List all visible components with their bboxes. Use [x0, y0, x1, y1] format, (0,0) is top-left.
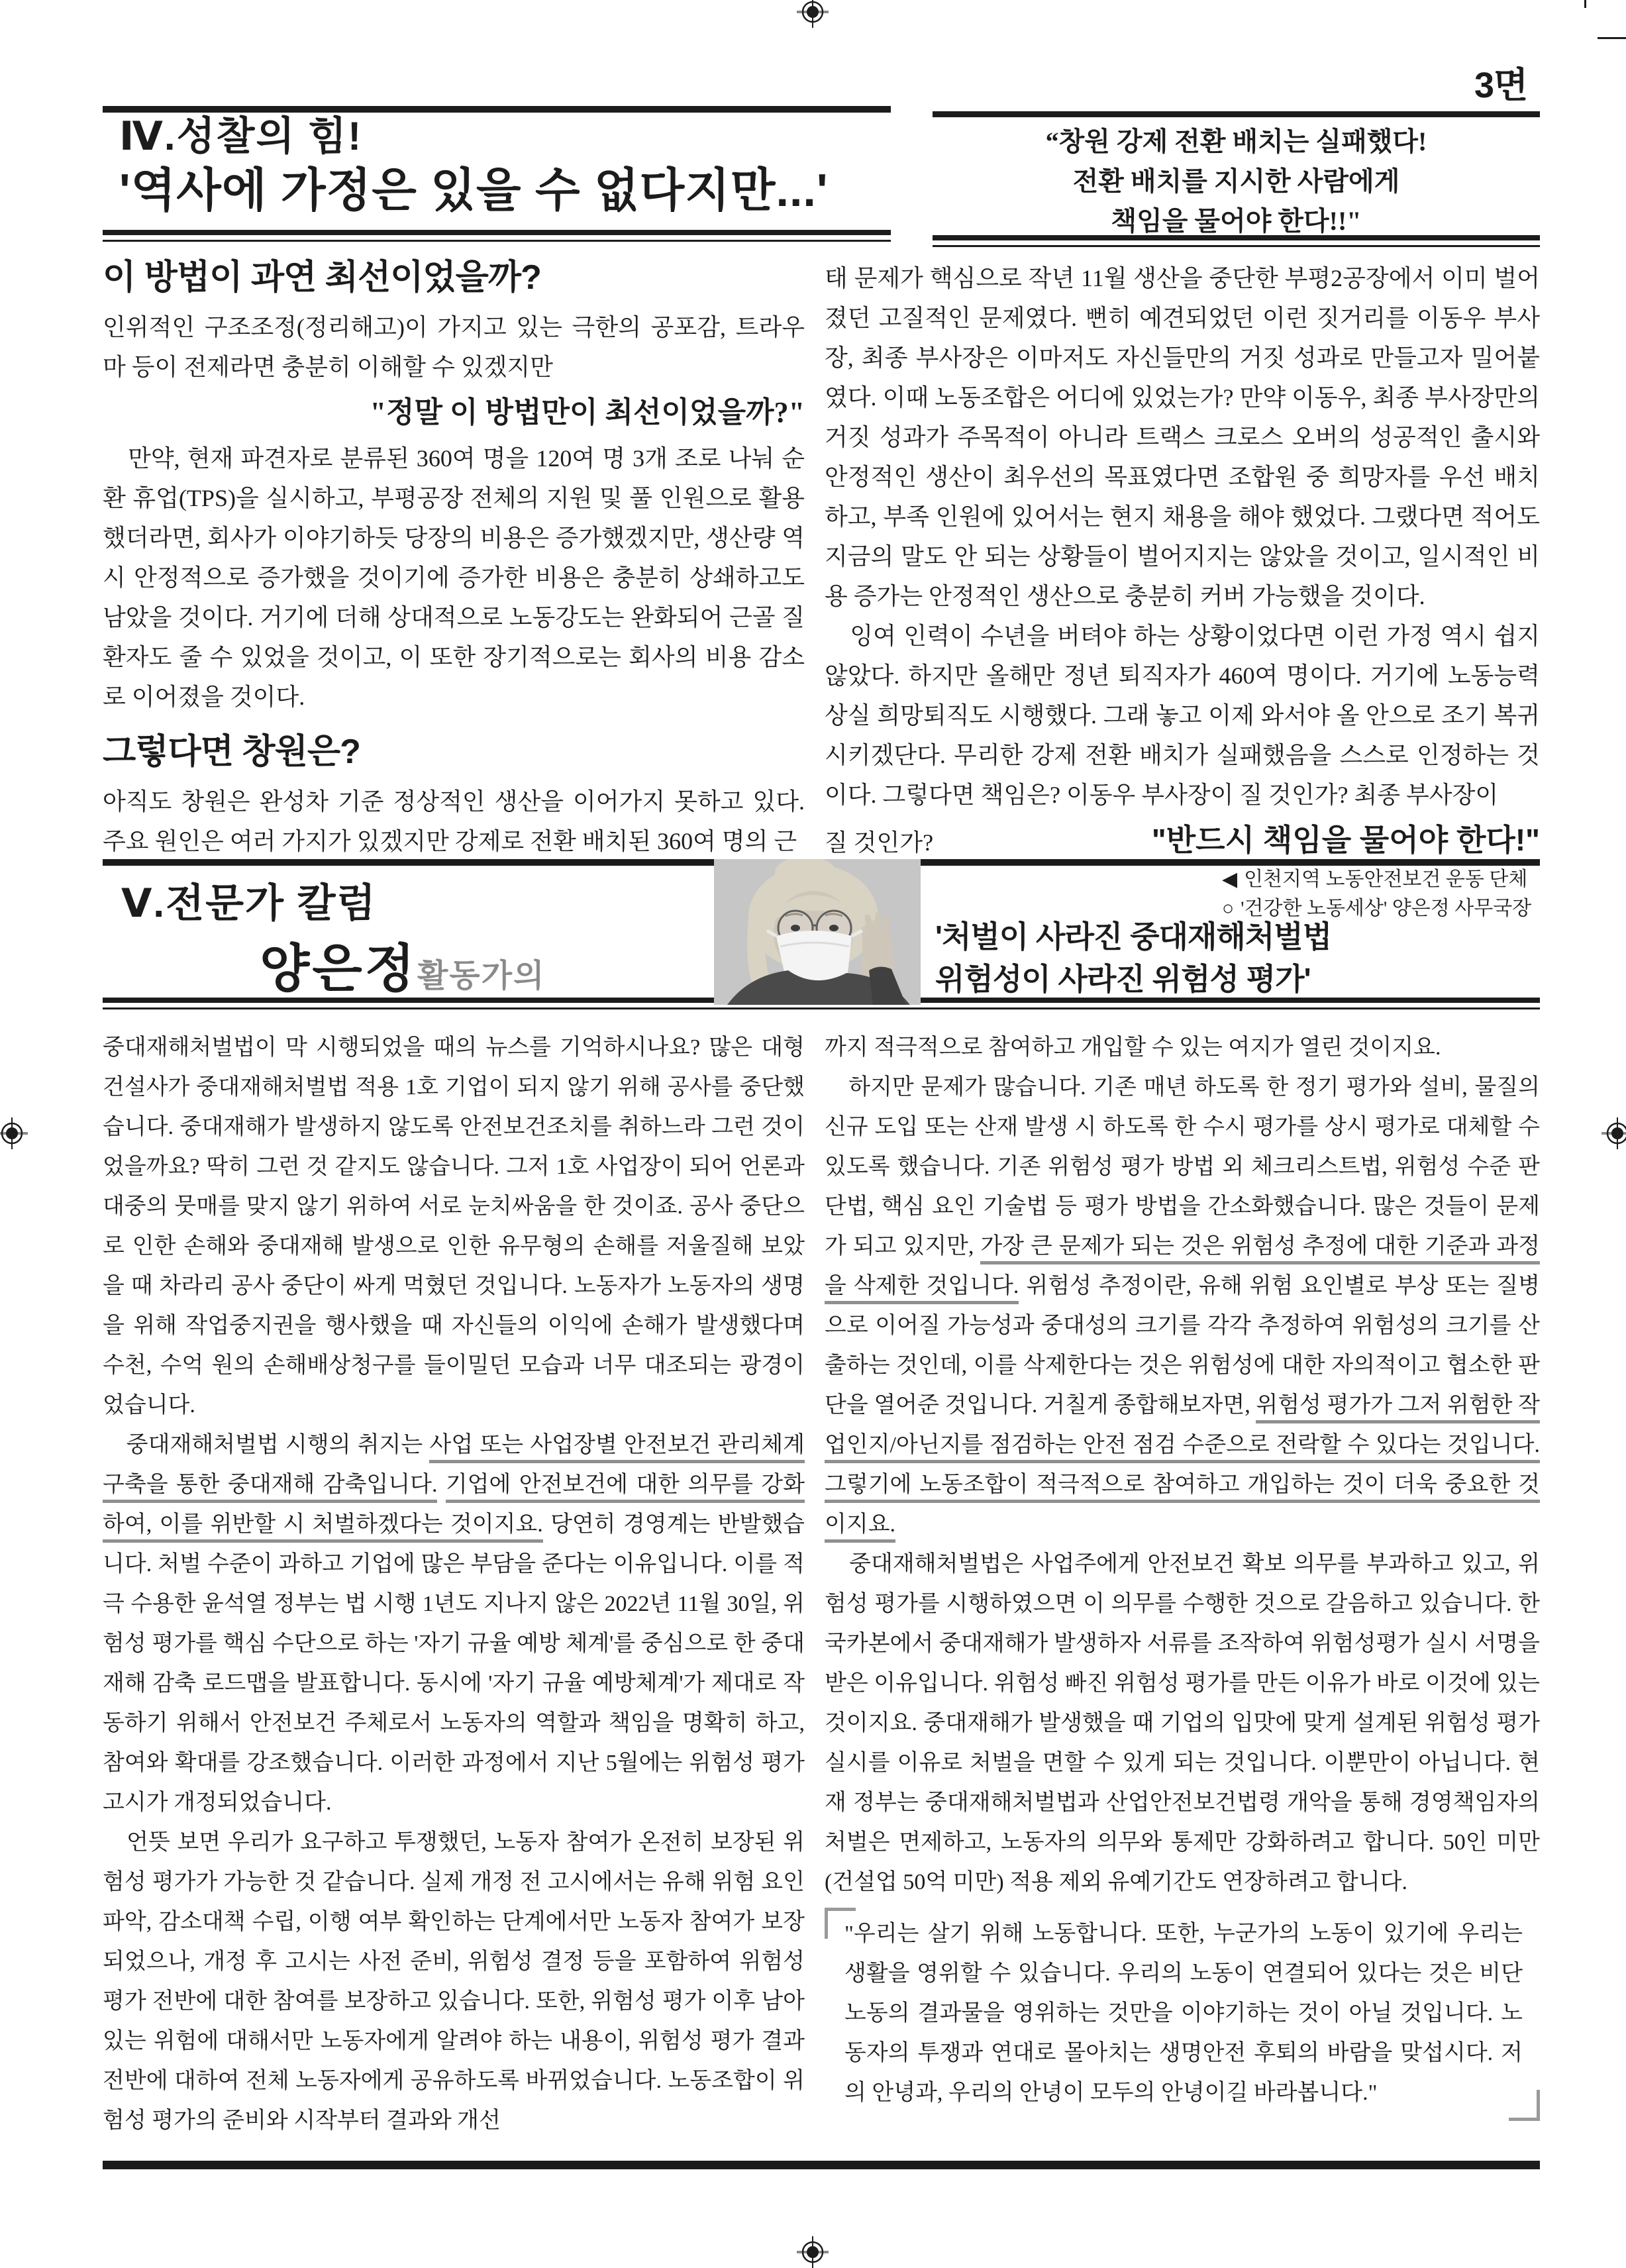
band4-bottom-rule-left-thick: [103, 230, 891, 235]
band4-top-rule-right: [933, 111, 1540, 117]
underlined-emphasis: 위험성 평가가 그저 위험한 작업인지/아닌지를 점검하는 안전 점검 수준으로 전락할 수 있다는 것입니다.: [825, 1393, 1540, 1463]
band5-bottom-rule-thin: [103, 1007, 1540, 1009]
columnist-photo: [714, 859, 921, 1005]
columnist-name: 양은정: [260, 939, 418, 998]
article4-subhead-2: 그렇다면 창원은?: [103, 732, 360, 771]
underlined-emphasis: 가장 큰 문제가 되는 것은 위험성 추정에 대한 기준과 과정을 삭제한 것입니다.: [825, 1234, 1540, 1304]
underlined-emphasis: 기업에 안전보건에 대한 의무를 강화하여, 이를 위반할 시 처벌하겠다는 것이지요.: [103, 1472, 805, 1543]
article5-paragraph: 중대재해처벌법이 막 시행되었을 때의 뉴스를 기억하시나요? 많은 대형 건설사가 중대재해처벌법 적용 1호 기업이 되지 않기 위해 공사를 중단했습니다. 중대재해가 발생하지 않도록 안전보건조치를 취하느라 그런 것이었을까요? 딱히 그런 것 같지도 않습니다. 그저 1호 사업장이 되어 언론과 대중의 뭇매를 맞지 않기 위하여 서로 눈치싸움을 한 것이죠. 공사 중단으로 인한 손해와 중대재해 발생으로 인한 유무형의 손해를 저울질해 보았을 때 차라리 공사 중단이 싸게 먹혔던 것입니다. 노동자가 노동자의 생명을 위해 작업중지권을 행사했을 때 자신들의 이익에 손해가 발생했다며 수천, 수억 원의 손해배상청구를 들이밀던 모습과 너무 대조되는 광경이었습니다.: [103, 1035, 805, 1418]
article5-left-column: [103, 1028, 805, 2141]
article4-right-column: [825, 258, 1540, 862]
section5-headline-line: 위험성이 사라진 위험성 평가': [935, 962, 1311, 996]
section5-headline-line: '처벌이 사라진 중대재해처벌법: [935, 919, 1332, 954]
credit-line: [1222, 865, 1531, 894]
article4-pull-quote: "정말 이 방법만이 최선이었을까?": [370, 395, 805, 429]
band4-top-rule-left: [103, 106, 891, 113]
article5-final-quote: [825, 1908, 1540, 2121]
article4-paragraph: 만약, 현재 파견자로 분류된 360여 명을 120여 명 3개 조로 나눠 순환 휴업(TPS)을 실시하고, 부평공장 전체의 지원 및 풀 인원으로 활용했더라면, 회사가 이야기하듯 당장의 비용은 증가했겠지만, 생산량 역시 안정적으로 증가했을 것이기에 증가한 비용은 충분히 상쇄하고도 남았을 것이다. 거기에 더해 상대적으로 노동강도는 완화되어 근골 질환자도 줄 수 있었을 것이고, 이 또한 장기적으로는 회사의 비용 감소로 이어졌을 것이다.: [103, 444, 805, 710]
registration-mark-top: [797, 0, 829, 28]
circle-icon: ○: [1222, 898, 1235, 919]
section4-kicker: Ⅳ.성찰의 힘!: [119, 114, 363, 158]
columnist-role: 활동가의: [417, 958, 546, 994]
article4-closing-row: [825, 816, 1540, 862]
article4-paragraph: 잉여 인력이 수년을 버텨야 하는 상황이었다면 이런 가정 역시 쉽지 않았다. 하지만 올해만 정년 퇴직자가 460여 명이다. 거기에 노동능력 상실 희망퇴직도 시행했다. 그래 놓고 이제 와서야 올 안으로 조기 복귀시키겠단다. 무리한 강제 전환 배치가 실패했음을 스스로 인정하는 것이다. 그렇다면 책임은? 이동우 부사장이 질 것인가? 최종 부사장이: [825, 623, 1540, 808]
side-quote-line: 전환 배치를 지시한 사람에게: [1072, 166, 1400, 196]
side-quote-line: “창원 강제 전환 배치는 실패했다!: [1045, 127, 1427, 156]
article5-paragraph: 하지만 문제가 많습니다. 기존 매년 하도록 한 정기 평가와 설비, 물질의 신규 도입 또는 산재 발생 시 하도록 한 수시 평가를 상시 평가로 대체할 수 있도록 했습니다. 기존 위험성 평가 방법 외 체크리스트법, 위험성 수준 판단법, 핵심 요인 기술법 등 평가 방법을 간소화했습니다. 많은 것들이 문제가 되고 있지만, 가장 큰 문제가 되는 것은 위험성 추정에 대한 기준과 과정을 삭제한 것입니다. 위험성 추정이란, 유해 위험 요인별로 부상 또는 질병으로 이어질 가능성과 중대성의 크기를 각각 추정하여 위험성의 크기를 산출하는 것인데, 이를 삭제한다는 것은 위험성에 대한 자의적이고 협소한 판단을 열어준 것입니다. 거칠게 종합해보자면, 위험성 평가가 그저 위험한 작업인지/아닌지를 점검하는 안전 점검 수준으로 전락할 수 있다는 것입니다. 그렇기에 노동조합이 적극적으로 참여하고 개입하는 것이 더욱 중요한 것이지요.: [825, 1068, 1540, 1545]
article5-right-column: [825, 1028, 1540, 2121]
page-bottom-rule: [103, 2161, 1540, 2169]
crop-mark-horizontal: [1598, 37, 1626, 39]
credit-text: 인천지역 노동안전보건 운동 단체: [1244, 868, 1528, 890]
article4-paragraph: 아직도 창원은 완성차 기준 정상적인 생산을 이어가지 못하고 있다. 주요 원인은 여러 가지가 있겠지만 강제로 전환 배치된 360여 명의 근: [103, 788, 805, 854]
underlined-emphasis: 사업 또는 사업장별 안전보건 관리체계 구축을 통한 중대재해 감축입니다.: [103, 1433, 805, 1503]
article4-closing-tail: 질 것인가?: [825, 829, 934, 856]
article4-closing-quote: "반드시 책임을 물어야 한다!": [1151, 823, 1540, 857]
section5-credits: [1222, 865, 1531, 923]
crop-mark-vertical: [1584, 0, 1586, 8]
article4-left-column: [103, 258, 805, 861]
section5-kicker: Ⅴ.전문가 칼럼: [121, 881, 377, 925]
corner-bracket-top-left: [825, 1908, 856, 1939]
underlined-emphasis: 그렇기에 노동조합이 적극적으로 참여하고 개입하는 것이 더욱 중요한 것이지요.: [825, 1472, 1540, 1543]
band4-bottom-rule-right-thin: [933, 245, 1540, 247]
credit-text: '건강한 노동세상' 양은정 사무국장: [1241, 898, 1532, 919]
side-quote-line: 책임을 물어야 한다!!": [1111, 206, 1362, 236]
article5-paragraph: 언뜻 보면 우리가 요구하고 투쟁했던, 노동자 참여가 온전히 보장된 위험성 평가가 가능한 것 같습니다. 실제 개정 전 고시에서는 유해 위험 요인 파악, 감소대책 수립, 이행 여부 확인하는 단계에서만 노동자 참여가 보장되었으나, 개정 후 고시는 사전 준비, 위험성 결정 등을 포함하여 위험성 평가 전반에 대한 참여를 보장하고 있습니다. 또한, 위험성 평가 이후 남아있는 위험에 대해서만 노동자에게 알려야 하는 내용이, 위험성 평가 결과 전반에 대하여 전체 노동자에게 공유하도록 바뀌었습니다. 노동조합이 위험성 평가의 준비와 시작부터 결과와 개선: [103, 1830, 805, 2133]
section4-headline: [119, 114, 888, 216]
article4-subhead-1: 이 방법이 과연 최선이었을까?: [103, 258, 541, 297]
article4-paragraph: 인위적인 구조조정(정리해고)이 가지고 있는 극한의 공포감, 트라우마 등이 전제라면 충분히 이해할 수 있겠지만: [103, 313, 805, 380]
article5-paragraph: 중대재해처벌법 시행의 취지는 사업 또는 사업장별 안전보건 관리체계 구축을 통한 중대재해 감축입니다. 기업에 안전보건에 대한 의무를 강화하여, 이를 위반할 시 처벌하겠다는 것이지요. 당연히 경영계는 반발했습니다. 처벌 수준이 과하고 기업에 많은 부담을 준다는 이유입니다. 이를 적극 수용한 윤석열 정부는 법 시행 1년도 지나지 않은 2022년 11월 30일, 위험성 평가를 핵심 수단으로 하는 '자기 규율 예방 체계'를 중심으로 한 중대재해 감축 로드맵을 발표합니다. 동시에 '자기 규율 예방체계'가 제대로 작동하기 위해서 안전보건 주체로서 노동자의 역할과 책임을 명확히 하고, 참여와 확대를 강조했습니다. 이러한 과정에서 지난 5월에는 위험성 평가 고시가 개정되었습니다.: [103, 1433, 805, 1815]
final-quote-text: "우리는 살기 위해 노동합니다. 또한, 누군가의 노동이 있기에 우리는 생활을 영위할 수 있습니다. 우리의 노동이 연결되어 있다는 것은 비단 노동의 결과물을 영위하는 것만을 이야기하는 것이 아닐 것입니다. 노동자의 투쟁과 연대로 몰아치는 생명안전 후퇴의 바람을 맞섭시다. 저의 안녕과, 우리의 안녕이 모두의 안녕이길 바라봅니다.": [844, 1922, 1523, 2105]
band4-bottom-rule-left-thin: [103, 240, 891, 242]
left-triangle-icon: ◀: [1222, 868, 1238, 890]
section4-headline-main: '역사에 가정은 있을 수 없다지만...': [119, 164, 829, 216]
section5-headline: [935, 915, 1331, 1000]
registration-mark-left: [0, 1117, 28, 1149]
section5-author-line: [260, 927, 546, 1002]
registration-mark-right: [1601, 1117, 1626, 1149]
registration-mark-bottom: [797, 2236, 829, 2268]
article5-paragraph: 까지 적극적으로 참여하고 개입할 수 있는 여지가 열린 것이지요.: [825, 1035, 1441, 1060]
page-number: 3면: [1474, 66, 1528, 105]
article5-paragraph: 중대재해처벌법은 사업주에게 안전보건 확보 의무를 부과하고 있고, 위험성 평가를 시행하였으면 이 의무를 수행한 것으로 갈음하고 있습니다. 한국카본에서 중대재해가 발생하자 서류를 조작하여 위험성평가 실시 서명을 받은 이유입니다. 위험성 빠진 위험성 평가를 만든 이유가 바로 이것에 있는 것이지요. 중대재해가 발생했을 때 기업의 입맛에 맞게 설계된 위험성 평가 실시를 이유로 처벌을 면할 수 있게 되는 것입니다. 이뿐만이 아닙니다. 현재 정부는 중대재해처벌법과 산업안전보건법령 개악을 통해 경영책임자의 처벌은 면제하고, 노동자의 의무와 통제만 강화하려고 합니다. 50인 미만(건설업 50억 미만) 적용 제외 유예기간도 연장하려고 합니다.: [825, 1552, 1540, 1894]
article4-paragraph: 태 문제가 핵심으로 작년 11월 생산을 중단한 부평2공장에서 이미 벌어졌던 고질적인 문제였다. 뻔히 예견되었던 이런 짓거리를 이동우 부사장, 최종 부사장은 이마저도 자신들만의 거짓 성과로 만들고자 밀어붙였다. 이때 노동조합은 어디에 있었는가? 만약 이동우, 최종 부사장만의 거짓 성과가 주목적이 아니라 트랙스 크로스 오버의 성공적인 출시와 안정적인 생산이 최우선의 목표였다면 조합원 중 희망자를 우선 배치하고, 부족 인원에 있어서는 현지 채용을 해야 했었다. 그랬다면 적어도 지금의 말도 안 되는 상황들이 벌어지지는 않았을 것이고, 일시적인 비용 증가는 안정적인 생산으로 충분히 커버 가능했을 것이다.: [825, 265, 1540, 609]
section4-side-quote: [933, 122, 1540, 241]
corner-bracket-bottom-right: [1509, 2090, 1540, 2121]
